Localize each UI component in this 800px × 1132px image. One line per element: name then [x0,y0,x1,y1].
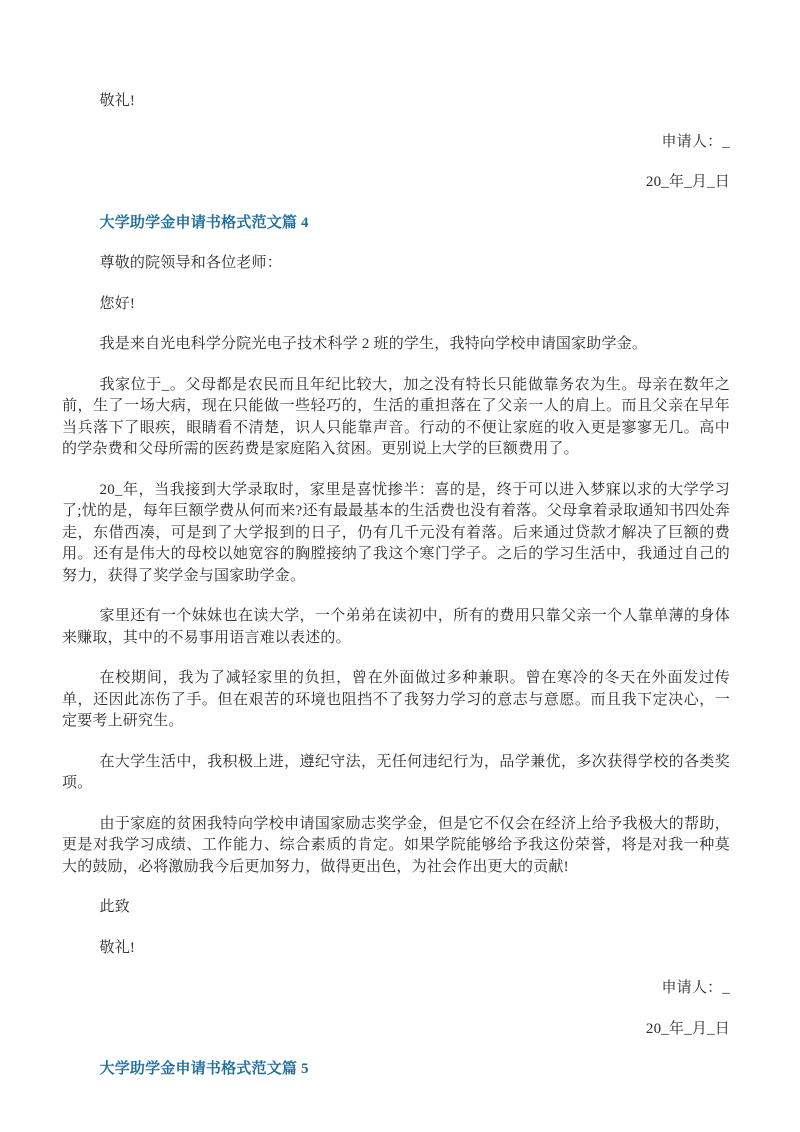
conduct-paragraph: 在大学生活中，我积极上进，遵纪守法，无任何违纪行为，品学兼优，多次获得学校的各类奖项。 [62,753,730,791]
appeal-paragraph: 由于家庭的贫困我特向学校申请国家励志奖学金，但是它不仅会在经济上给予我极大的帮助，更是对我学习成绩、工作能力、综合素质的肯定。如果学院能够给予我这份荣誉，将是对我一种莫大的鼓励，必将激励我今后更加努力，做得更出色，为社会作出更大的贡献! [62,815,730,875]
greeting: 您好! [99,295,136,312]
salutation: 尊敬的院领导和各位老师： [99,255,282,271]
applicant-line: 申请人：_ [661,980,730,996]
prev-letter-date-line: 20_年_月_日 [645,174,730,190]
date-line: 20_年_月_日 [645,1020,730,1037]
closing-salute: 敬礼! [99,939,136,956]
closing-cizhi: 此致 [99,899,130,915]
admission-paragraph: 20_年，当我接到大学录取时，家里是喜忧掺半：喜的是，终于可以进入梦寐以求的大学学习了;忧的是，每年巨额学费从何而来?还有最最基本的生活费也没有着落。父母拿着录取通知书四处奔走，东借西凑，可是到了大学报到的日子，仍有几千元没有着落。后来通过贷款才解决了巨额的费用。还有是伟大的母校以她宽容的胸膛接纳了我这个寒门学子。之后的学习生活中，我通过自己的努力，获得了奖学金与国家助学金。 [62,481,730,584]
section-heading-4: 大学助学金申请书格式范文篇 4 [99,214,309,231]
siblings-paragraph: 家里还有一个妹妹也在读大学，一个弟弟在读初中，所有的费用只靠父亲一个人靠单薄的身体来赚取，其中的不易事用语言难以表述的。 [62,608,730,646]
family-paragraph: 我家位于_。父母都是农民而且年纪比较大，加之没有特长只能做靠务农为生。母亲在数年之前，生了一场大病，现在只能做一些轻巧的，生活的重担落在了父亲一人的肩上。而且父亲在早年当兵落下了眼疾，眼睛看不清楚，识人只能靠声音。行动的不便让家庭的收入更是寥寥无几。高中的学杂费和父母所需的医药费是家庭陷入贫困。更别说上大学的巨额费用了。 [62,376,730,457]
section-heading-5: 大学助学金申请书格式范文篇 5 [99,1061,309,1077]
parttime-paragraph: 在校期间，我为了减轻家里的负担，曾在外面做过多种兼职。曾在寒冷的冬天在外面发过传单，还因此冻伤了手。但在艰苦的环境也阻挡不了我努力学习的意志与意愿。而且我下定决心，一定要考上研究生。 [62,670,730,729]
prev-letter-applicant-line: 申请人：_ [661,133,730,150]
intro-paragraph: 我是来自光电科学分院光电子技术科学 2 班的学生，我特向学校申请国家助学金。 [99,336,648,352]
prev-letter-closing-salute: 敬礼! [99,93,136,109]
